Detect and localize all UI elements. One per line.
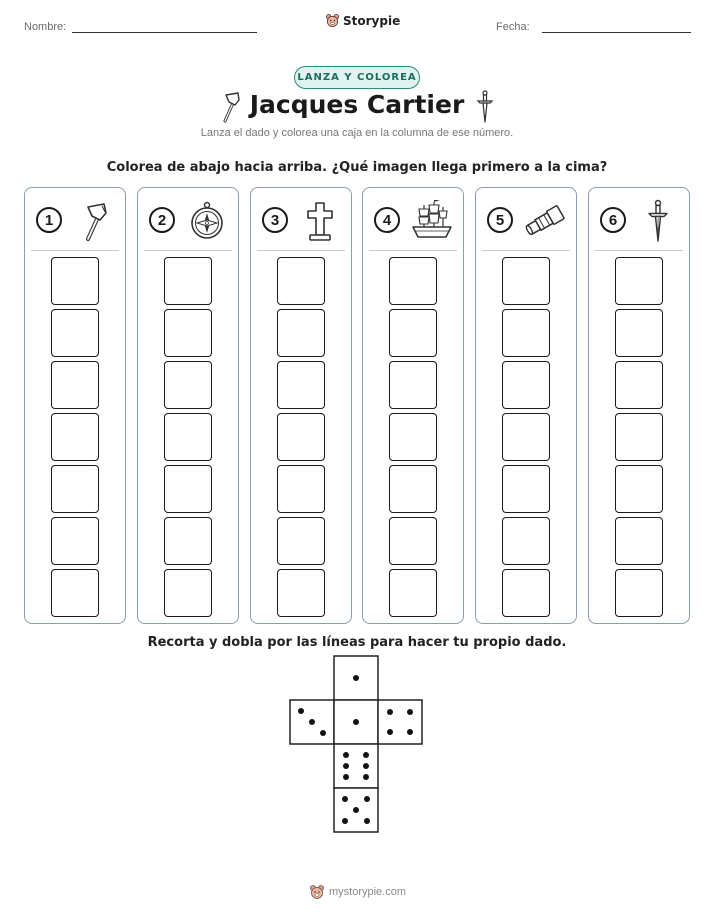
race-column-3 <box>250 187 352 624</box>
compass-icon <box>185 199 229 243</box>
color-box[interactable] <box>51 309 99 357</box>
instruction: Colorea de abajo hacia arriba. ¿Qué imagen llega primero a la cima? <box>106 160 608 175</box>
pip <box>364 796 370 802</box>
brand-name: Storypie <box>343 13 401 28</box>
color-box[interactable] <box>389 465 437 513</box>
color-box[interactable] <box>389 309 437 357</box>
pip <box>364 818 370 824</box>
pip <box>407 709 413 715</box>
date-label: Fecha: <box>496 21 530 33</box>
column-divider <box>31 250 119 251</box>
column-number: 5 <box>487 207 513 233</box>
pip <box>343 774 349 780</box>
color-box[interactable] <box>615 361 663 409</box>
color-box[interactable] <box>389 413 437 461</box>
color-box[interactable] <box>277 413 325 461</box>
color-box[interactable] <box>277 309 325 357</box>
pip <box>342 796 348 802</box>
bear-logo-icon <box>325 13 340 28</box>
color-box[interactable] <box>51 465 99 513</box>
color-box[interactable] <box>277 517 325 565</box>
column-number: 1 <box>36 207 62 233</box>
color-box[interactable] <box>277 569 325 617</box>
color-box[interactable] <box>389 569 437 617</box>
column-header <box>363 188 463 250</box>
race-column-5 <box>475 187 577 624</box>
dagger-icon <box>475 90 495 124</box>
pip <box>387 729 393 735</box>
brand-logo <box>325 13 400 28</box>
column-header <box>476 188 576 250</box>
color-box[interactable] <box>615 309 663 357</box>
color-box[interactable] <box>502 413 550 461</box>
column-number: 2 <box>149 207 175 233</box>
color-box[interactable] <box>389 257 437 305</box>
color-box[interactable] <box>389 361 437 409</box>
color-box[interactable] <box>277 465 325 513</box>
die-net <box>288 654 426 837</box>
die-face-4 <box>378 700 422 744</box>
color-box[interactable] <box>502 361 550 409</box>
color-box[interactable] <box>51 569 99 617</box>
pip <box>309 719 315 725</box>
column-divider <box>144 250 232 251</box>
color-box[interactable] <box>277 361 325 409</box>
column-header <box>25 188 125 250</box>
die-face-6 <box>334 744 378 788</box>
pip <box>343 763 349 769</box>
column-number: 4 <box>374 207 400 233</box>
pip <box>298 708 304 714</box>
column-number: 3 <box>262 207 288 233</box>
bear-logo-icon <box>309 884 325 900</box>
color-box[interactable] <box>164 361 212 409</box>
ship-icon <box>410 199 454 243</box>
footer-url[interactable]: mystorypie.com <box>329 886 407 898</box>
name-label: Nombre: <box>24 21 67 33</box>
column-number: 6 <box>600 207 626 233</box>
pip <box>353 807 359 813</box>
pip <box>342 818 348 824</box>
page-title: Jacques Cartier <box>249 90 465 119</box>
color-box[interactable] <box>164 517 212 565</box>
color-box[interactable] <box>615 517 663 565</box>
pip <box>353 675 359 681</box>
color-box[interactable] <box>502 309 550 357</box>
pip <box>363 763 369 769</box>
date-line[interactable] <box>542 32 691 33</box>
color-box[interactable] <box>615 569 663 617</box>
activity-badge: LANZA Y COLOREA <box>294 66 420 89</box>
column-divider <box>369 250 457 251</box>
color-box[interactable] <box>164 309 212 357</box>
column-header <box>138 188 238 250</box>
color-box[interactable] <box>164 465 212 513</box>
race-column-4 <box>362 187 464 624</box>
color-box[interactable] <box>51 257 99 305</box>
pip <box>387 709 393 715</box>
color-box[interactable] <box>615 465 663 513</box>
cross-icon <box>298 199 342 243</box>
color-box[interactable] <box>164 569 212 617</box>
column-divider <box>482 250 570 251</box>
color-box[interactable] <box>164 257 212 305</box>
color-box[interactable] <box>277 257 325 305</box>
axe-icon <box>72 199 116 243</box>
dagger-icon <box>636 199 680 243</box>
column-divider <box>257 250 345 251</box>
subtitle: Lanza el dado y colorea una caja en la columna de ese número. <box>200 127 514 139</box>
color-box[interactable] <box>502 569 550 617</box>
color-box[interactable] <box>51 413 99 461</box>
color-box[interactable] <box>502 465 550 513</box>
color-box[interactable] <box>502 517 550 565</box>
race-column-2 <box>137 187 239 624</box>
color-box[interactable] <box>51 361 99 409</box>
color-box[interactable] <box>51 517 99 565</box>
cut-instruction: Recorta y dobla por las líneas para hacer tu propio dado. <box>147 635 567 650</box>
column-divider <box>595 250 683 251</box>
race-column-6 <box>588 187 690 624</box>
race-column-1 <box>24 187 126 624</box>
color-box[interactable] <box>502 257 550 305</box>
column-header <box>251 188 351 250</box>
pip <box>353 719 359 725</box>
pip <box>363 752 369 758</box>
color-box[interactable] <box>164 413 212 461</box>
pip <box>343 752 349 758</box>
color-box[interactable] <box>389 517 437 565</box>
column-header <box>589 188 689 250</box>
name-line[interactable] <box>72 32 257 33</box>
pip <box>363 774 369 780</box>
spyglass-icon <box>523 199 567 243</box>
color-box[interactable] <box>615 257 663 305</box>
pip <box>407 729 413 735</box>
color-box[interactable] <box>615 413 663 461</box>
pip <box>320 730 326 736</box>
footer <box>309 884 406 900</box>
